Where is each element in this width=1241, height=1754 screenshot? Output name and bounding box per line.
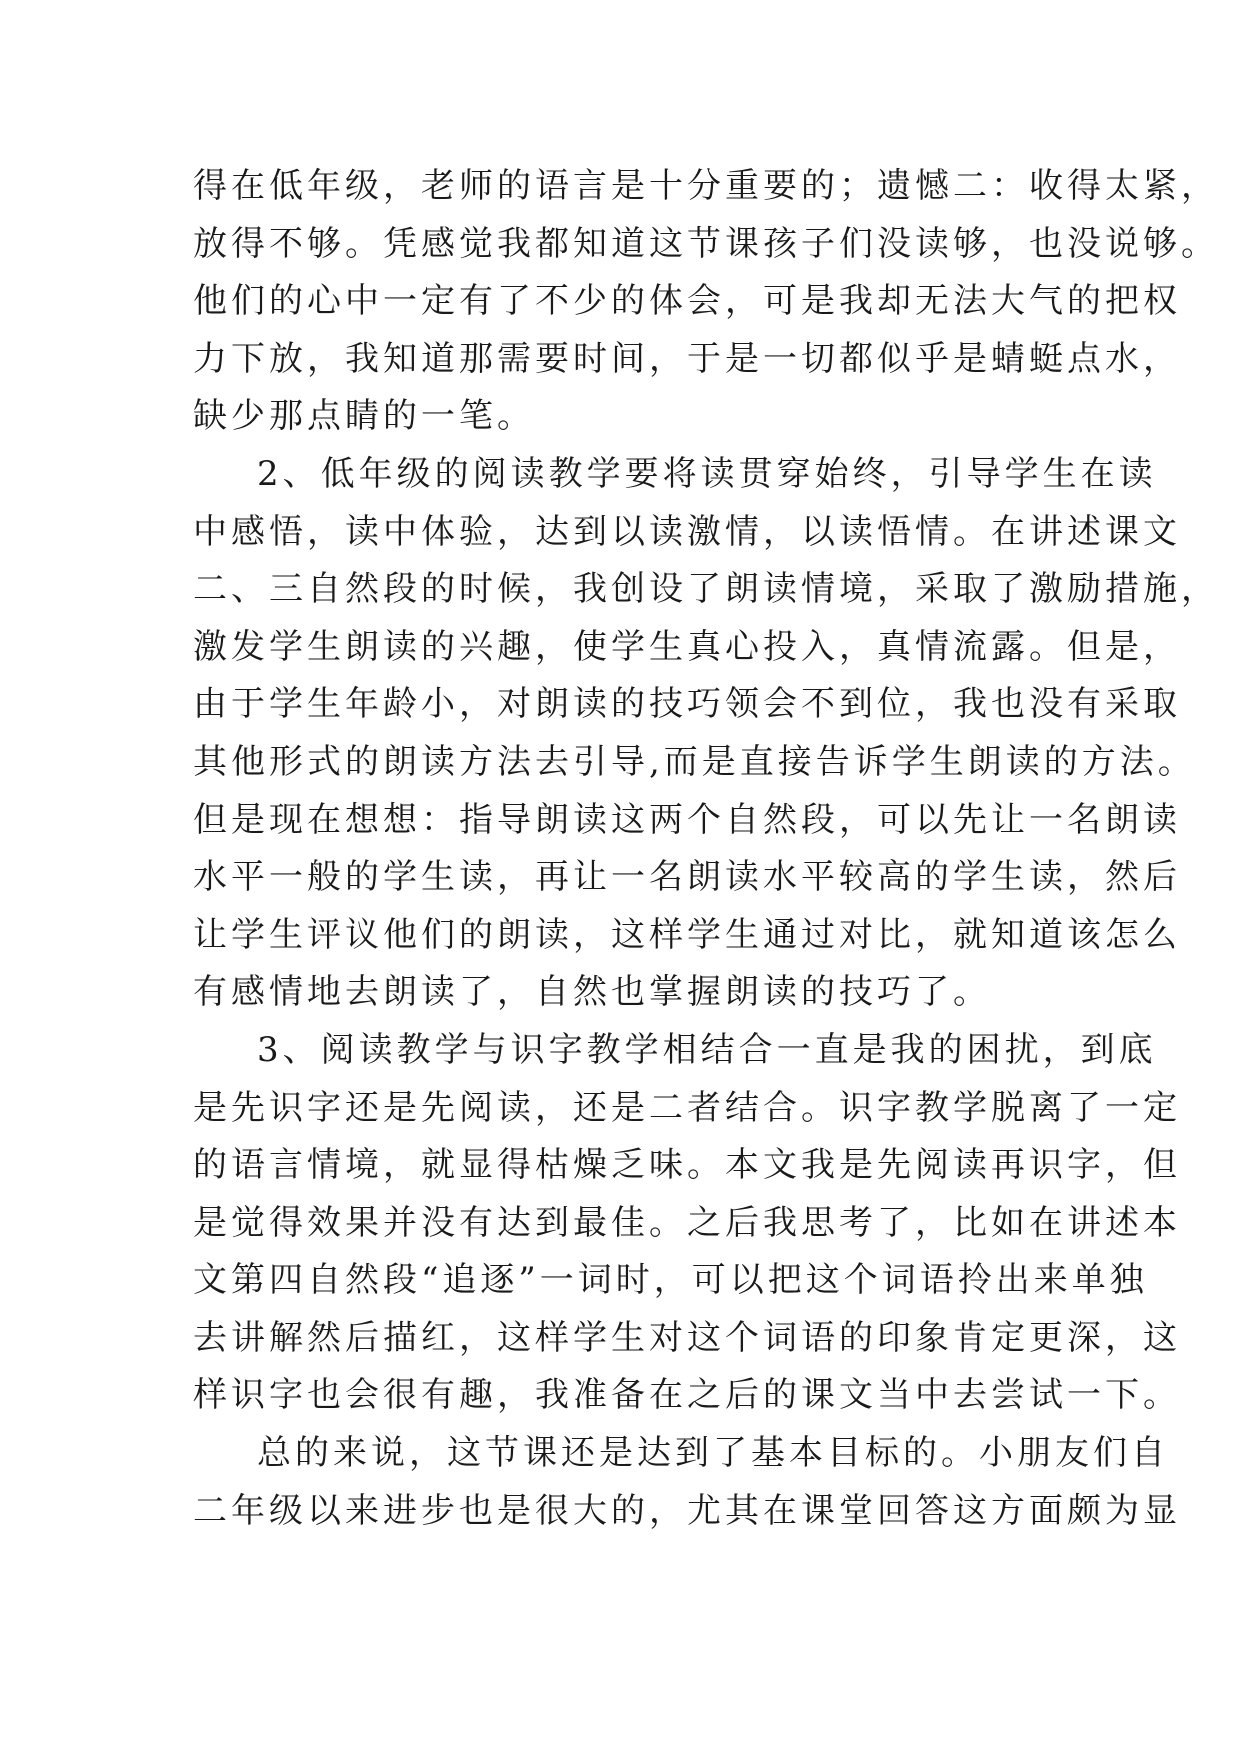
text-line: 中感悟，读中体验，达到以读激情，以读悟情。在讲述课文 — [193, 511, 1181, 552]
text-line: 得在低年级，老师的语言是十分重要的；遗憾二：收得太紧， — [193, 166, 1219, 206]
text-line: 水平一般的学生读，再让一名朗读水平较高的学生读，然后 — [193, 857, 1181, 898]
text-line: 力下放，我知道那需要时间，于是一切都似乎是蜻蜓点水， — [193, 338, 1181, 379]
text-line: 他们的心中一定有了不少的体会，可是我却无法大气的把权 — [193, 281, 1181, 322]
text-line: 去讲解然后描红，这样学生对这个词语的印象肯定更深，这 — [193, 1317, 1181, 1358]
text-line: 二、三自然段的时候，我创设了朗读情境，采取了激励措施， — [193, 569, 1219, 610]
text-line: 是先识字还是先阅读，还是二者结合。识字教学脱离了一定 — [193, 1087, 1181, 1128]
text-line: 但是现在想想：指导朗读这两个自然段，可以先让一名朗读 — [193, 799, 1181, 840]
text-line: 缺少那点睛的一笔。 — [193, 396, 535, 437]
text-line: 文第四自然段“追逐”一词时，可以把这个词语拎出来单独 — [193, 1260, 1148, 1301]
text-line: 是觉得效果并没有达到最佳。之后我思考了，比如在讲述本 — [193, 1202, 1181, 1243]
text-line: 其他形式的朗读方法去引导,而是直接告诉学生朗读的方法。 — [193, 741, 1196, 782]
text-line: 的语言情境，就显得枯燥乏味。本文我是先阅读再识字，但 — [193, 1145, 1181, 1186]
summary-first-line: 总的来说，这节课还是达到了基本目标的。小朋友们自 — [257, 1433, 1169, 1474]
text-line: 放得不够。凭感觉我都知道这节课孩子们没读够，也没说够。 — [193, 223, 1219, 264]
paragraph-3-first-line: 3、阅读教学与识字教学相结合一直是我的困扰，到底 — [257, 1029, 1157, 1070]
text-line: 有感情地去朗读了，自然也掌握朗读的技巧了。 — [193, 972, 991, 1013]
body-text — [193, 158, 1219, 1540]
paragraph-2-first-line: 2、低年级的阅读教学要将读贯穿始终，引导学生在读 — [257, 453, 1157, 494]
text-line: 二年级以来进步也是很大的，尤其在课堂回答这方面颇为显 — [193, 1490, 1181, 1531]
text-line: 让学生评议他们的朗读，这样学生通过对比，就知道该怎么 — [193, 914, 1181, 955]
text-line: 由于学生年龄小，对朗读的技巧领会不到位，我也没有采取 — [193, 684, 1181, 725]
text-line: 激发学生朗读的兴趣，使学生真心投入，真情流露。但是， — [193, 626, 1181, 667]
text-line: 样识字也会很有趣，我准备在之后的课文当中去尝试一下。 — [193, 1375, 1181, 1416]
